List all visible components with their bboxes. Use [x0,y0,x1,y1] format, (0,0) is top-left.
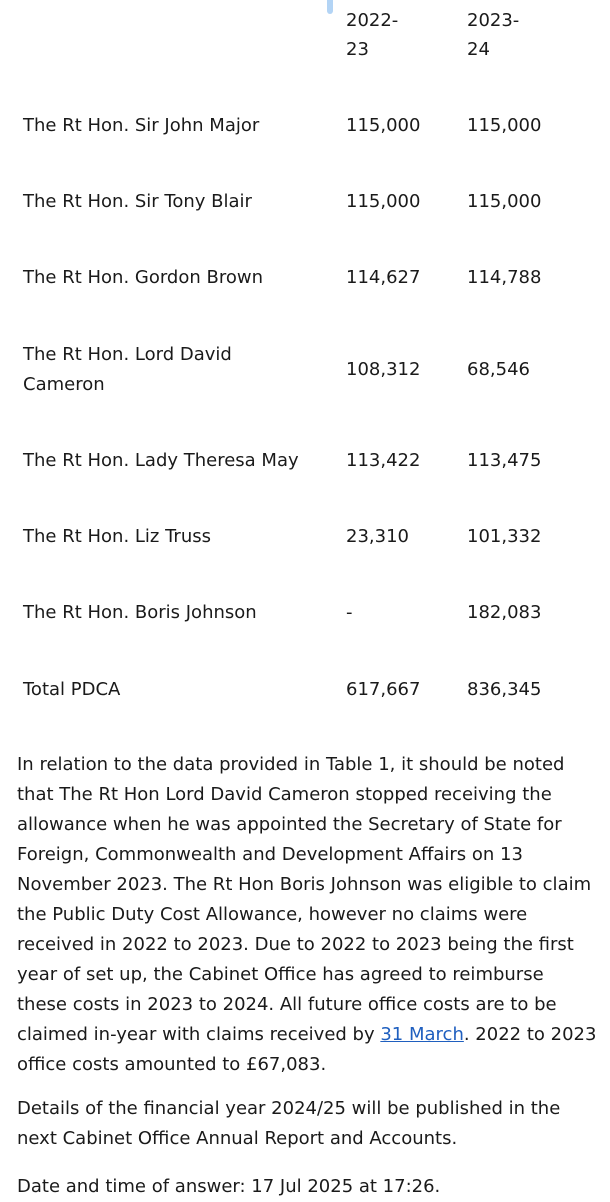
table-header [0,0,610,70]
31-march-link[interactable]: 31 March [380,1024,464,1045]
row-name: The Rt Hon. Boris Johnson [23,602,257,623]
row-name: The Rt Hon. Sir Tony Blair [23,191,252,212]
value-2023-24: 115,000 [467,115,542,136]
value-2022-23: 115,000 [346,191,421,212]
note-text: In relation to the data provided in Table 1, it should be noted that The Rt Hon Lord David Cameron stopped receiving the allowance when he was appointed the Secretary of State for Foreign, Commonwealth and Development Affairs on 13 November 2023. The Rt Hon Boris Johnson was eligible to claim the Public Duty Cost Allowance, however no claims were received in 2022 to 2023. Due to 2022 to 2023 being the first year of set up, the Cabinet Office has agreed to reimburse these costs in 2023 to 2024. All future office costs are to be claimed in-year with claims received by [17,754,592,1045]
value-2023-24: 68,546 [467,359,530,380]
row-name: The Rt Hon. Liz Truss [23,526,211,547]
answer-timestamp: Date and time of answer: 17 Jul 2025 at 17:26. [17,1176,441,1197]
row-name: The Rt Hon. Sir John Major [23,115,260,136]
value-2022-23: 23,310 [346,526,409,547]
value-2022-23: 115,000 [346,115,421,136]
value-2023-24: 113,475 [467,450,542,471]
row-name: The Rt Hon. Lord David Cameron [23,344,232,395]
scroll-indicator [327,0,333,14]
value-2022-23: 113,422 [346,450,421,471]
value-2023-24: 115,000 [467,191,542,212]
value-2023-24: 114,788 [467,267,542,288]
value-2023-24: 182,083 [467,602,542,623]
column-header-2023-24: 2023- 24 [467,10,520,60]
value-2023-24: 836,345 [467,679,542,700]
value-2022-23: - [346,602,353,623]
row-name: The Rt Hon. Gordon Brown [23,267,263,288]
value-2023-24: 101,332 [467,526,542,547]
value-2022-23: 617,667 [346,679,421,700]
row-name: Total PDCA [23,679,121,700]
row-name: The Rt Hon. Lady Theresa May [23,450,299,471]
column-header-2022-23: 2022- 23 [346,10,399,60]
details-paragraph: Details of the financial year 2024/25 will be published in the next Cabinet Office Annual Report and Accounts. [17,1098,561,1149]
note-paragraph [17,750,597,1080]
value-2022-23: 114,627 [346,267,421,288]
note-text-end: . 2022 to 2023 office costs amounted to £67,083. [17,1024,597,1075]
value-2022-23: 108,312 [346,359,421,380]
